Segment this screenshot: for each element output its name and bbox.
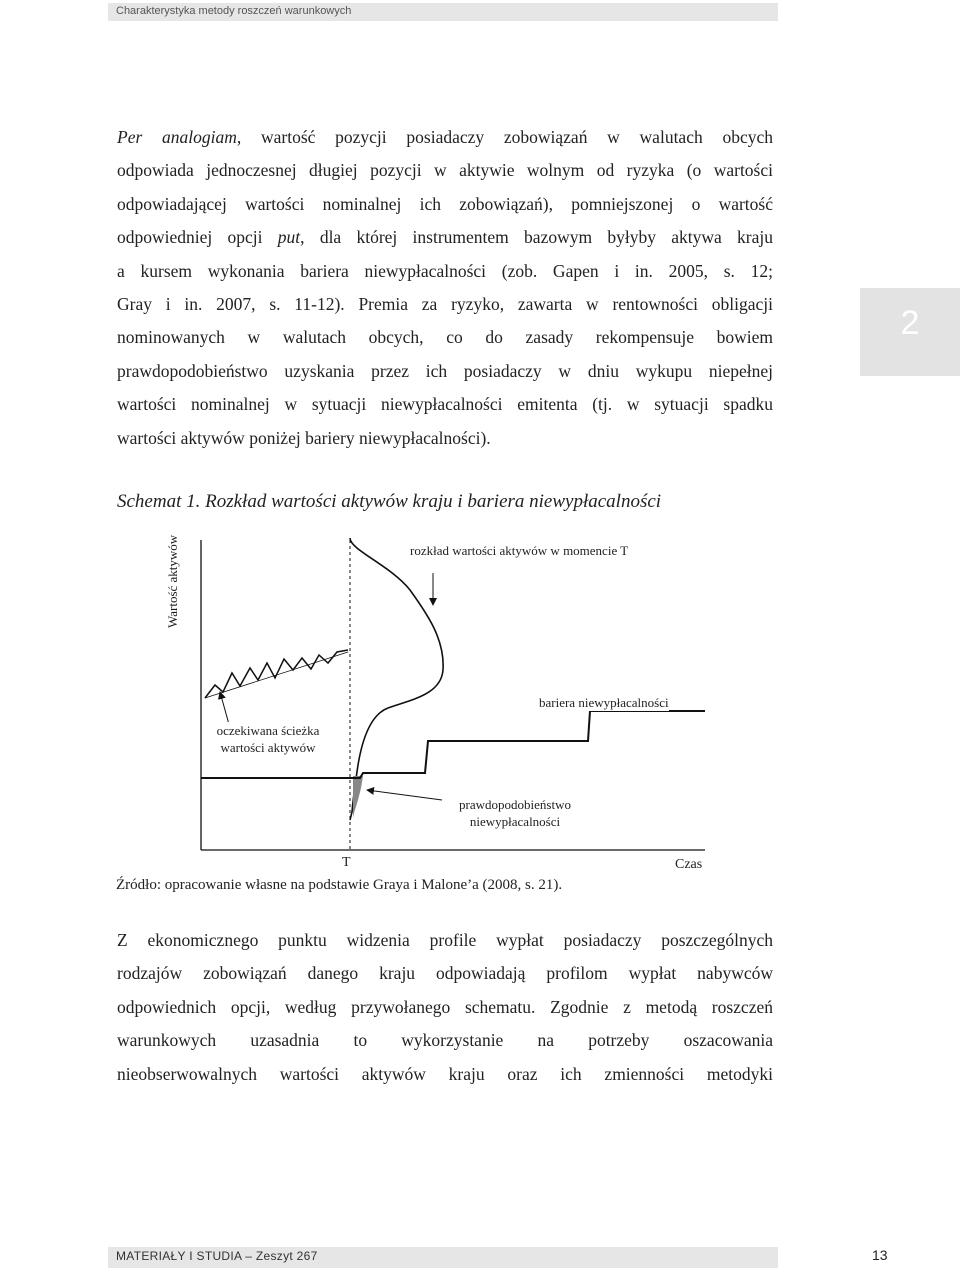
distribution-label: rozkład wartości aktywów w momencie T [410,543,629,558]
paragraph-line: Per analogiam, wartość pozycji posiadaczy zobowiązań w walutach obcych [117,127,773,147]
paragraph-line: warunkowych uzasadnia to wykorzystanie na potrzeby oszacowania [117,1030,773,1051]
x-axis-label: Czas [675,857,703,872]
chapter-number: 2 [900,304,920,342]
paragraph-line: Z ekonomicznego punktu widzenia profile wypłat posiadaczy poszczególnych [117,930,773,950]
page-number: 13 [872,1247,888,1263]
paragraph-line: a kursem wykonania bariera niewypłacalności (zob. Gapen i in. 2005, s. 12; [117,260,773,281]
default-prob-pointer-arrow [367,790,442,800]
figure-title: Schemat 1. Rozkład wartości aktywów kraju i bariera niewypłacalności [117,491,662,512]
default-probability-area [353,776,363,818]
paragraph-line: odpowiedniej opcji put, dla której instrumentem bazowym byłyby aktywa kraju [117,227,773,248]
paragraph-line: rodzajów zobowiązań danego kraju odpowiadają profilom wypłat nabywców [117,963,773,984]
y-axis-label: Wartość aktywów [165,534,180,628]
paragraph-1 [117,121,773,455]
chapter-tab [860,288,960,376]
paragraph-line: odpowiednich opcji, według przywołanego schematu. Zgodnie z metodą roszczeń [117,996,773,1017]
distribution-curve [350,538,443,820]
default-prob-label-line2: niewypłacalności [469,814,561,829]
paragraph-line: odpowiadającej wartości nominalnej ich zobowiązań), pomniejszonej o wartość [117,193,773,214]
expected-path-trend-line [205,652,348,698]
expected-path-label [208,722,328,756]
footer-series: MATERIAŁY I STUDIA – Zeszyt 267 [116,1249,318,1263]
default-prob-label-line1: prawdopodobieństwo [459,797,571,812]
figure-source: Źródło: opracowanie własne na podstawie Graya i Malone’a (2008, s. 21). [116,877,563,893]
paragraph-line: prawdopodobieństwo uzyskania przez ich posiadaczy w dniu wykupu niepełnej [117,360,773,381]
running-header-title: Charakterystyka metody roszczeń warunkowych [116,5,352,17]
paragraph-2 [117,924,773,1091]
expected-path-label-line2: wartości aktywów [220,740,316,755]
paragraph-line: odpowiada jednoczesnej długiej pozycji w aktywie wolnym od ryzyka (o wartości [117,160,773,181]
default-probability-label [450,796,580,830]
paragraph-line: nominowanych w walutach obcych, co do zasady rekompensuje bowiem [117,327,773,348]
asset-distribution-diagram [160,520,720,880]
t-label: T [342,855,351,870]
paragraph-line: wartości aktywów poniżej bariery niewypłacalności). [117,427,491,448]
paragraph-line: wartości nominalnej w sytuacji niewypłacalności emitenta (tj. w sytuacji spadku [117,394,773,415]
paragraph-line: Gray i in. 2007, s. 11-12). Premia za ryzyko, zawarta w rentowności obligacji [117,293,773,314]
expected-path-label-line1: oczekiwana ścieżka [216,723,320,738]
barrier-label: bariera niewypłacalności [539,695,669,710]
paragraph-line: nieobserwowalnych wartości aktywów kraju oraz ich zmienności metodyki [117,1063,773,1084]
